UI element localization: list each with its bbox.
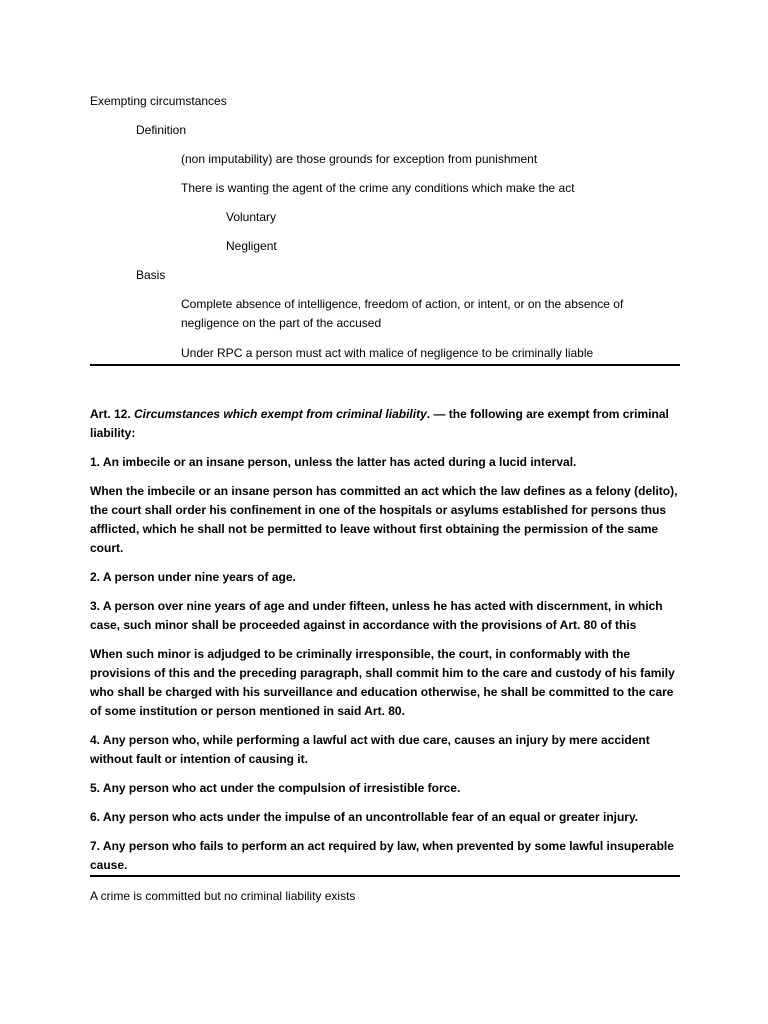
article-heading-rest: . — the following are exempt from criminal liability: bbox=[90, 407, 669, 440]
basis-heading: Basis bbox=[136, 268, 166, 282]
article-number: Art. 12. bbox=[90, 407, 135, 421]
article-heading bbox=[90, 405, 680, 443]
article-item-1-note: When the imbecile or an insane person has committed an act which the law defines as a felony (delito), the court shall order his confinement in one of the hospitals or asylums established for persons thus afflicted, which he shall not be permitted to leave without first obtaining the permission of the same court. bbox=[90, 484, 678, 555]
divider-bottom bbox=[90, 875, 680, 877]
subitem-negligent: Negligent bbox=[226, 239, 277, 253]
definition-heading: Definition bbox=[136, 123, 187, 137]
article-item-1: 1. An imbecile or an insane person, unless the latter has acted during a lucid interval. bbox=[90, 455, 577, 469]
section-title: Exempting circumstances bbox=[90, 94, 227, 108]
footer-note: A crime is committed but no criminal liability exists bbox=[90, 889, 356, 903]
article-item-4: 4. Any person who, while performing a lawful act with due care, causes an injury by mere accident without fault or intention of causing it. bbox=[90, 733, 650, 766]
article-item-5: 5. Any person who act under the compulsion of irresistible force. bbox=[90, 781, 461, 795]
article-item-6: 6. Any person who acts under the impulse of an uncontrollable fear of an equal or greater injury. bbox=[90, 810, 639, 824]
definition-line-1: (non imputability) are those grounds for exception from punishment bbox=[181, 152, 538, 166]
basis-line-2: Under RPC a person must act with malice of negligence to be criminally liable bbox=[181, 346, 594, 360]
article-item-7: 7. Any person who fails to perform an act required by law, when prevented by some lawful insuperable cause. bbox=[90, 839, 674, 872]
basis-line-1: Complete absence of intelligence, freedom of action, or intent, or on the absence of negligence on the part of the accused bbox=[181, 297, 624, 330]
article-12 bbox=[90, 405, 680, 885]
definition-line-2: There is wanting the agent of the crime any conditions which make the act bbox=[181, 181, 575, 195]
article-item-3-note: When such minor is adjudged to be criminally irresponsible, the court, in conformably with the provisions of this and the preceding paragraph, shall commit him to the care and custody of his family who shall be charged with his surveillance and education otherwise, he shall be committed to the care of some institution or person mentioned in said Art. 80. bbox=[90, 647, 675, 718]
article-item-2: 2. A person under nine years of age. bbox=[90, 570, 296, 584]
divider-top bbox=[90, 364, 680, 366]
article-title: Circumstances which exempt from criminal liability bbox=[134, 407, 427, 421]
article-item-3: 3. A person over nine years of age and under fifteen, unless he has acted with discernment, in which case, such minor shall be proceeded against in accordance with the provisions of Art. 80 of this bbox=[90, 599, 663, 632]
subitem-voluntary: Voluntary bbox=[226, 210, 277, 224]
